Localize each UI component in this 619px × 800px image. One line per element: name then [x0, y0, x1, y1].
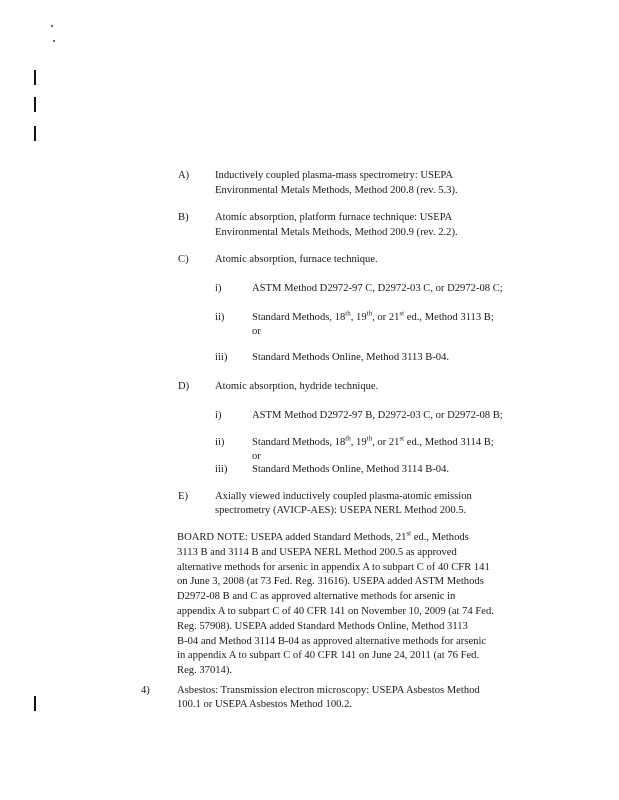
- scan-speck: [53, 40, 55, 42]
- item-d-iii-text: Standard Methods Online, Method 3114 B-04.: [252, 464, 450, 475]
- item-a-line1: Inductively coupled plasma-mass spectrometry: USEPA: [215, 170, 453, 181]
- item-d-iii-label: iii): [215, 464, 228, 475]
- item-d-ii-text: Standard Methods, 18th, 19th, or 21st ed., Method 3114 B;: [252, 434, 494, 448]
- item-b-line1: Atomic absorption, platform furnace technique: USEPA: [215, 212, 453, 223]
- item-e-line1: Axially viewed inductively coupled plasma-atomic emission: [215, 491, 472, 502]
- item-c-iii-label: iii): [215, 352, 228, 363]
- item-d-label: D): [178, 381, 190, 392]
- board-note-line: Reg. 37014).: [177, 665, 233, 677]
- item-a-label: A): [178, 170, 190, 181]
- item-c-i-label: i): [215, 283, 222, 294]
- item-c-i-text: ASTM Method D2972-97 C, D2972-03 C, or D2972-08 C;: [252, 283, 503, 294]
- board-note-line: in appendix A to subpart C of 40 CFR 141 on June 24, 2011 (at 76 Fed.: [177, 650, 480, 662]
- revision-bar: [34, 126, 36, 141]
- item-4-line1: Asbestos: Transmission electron microscopy: USEPA Asbestos Method: [177, 685, 480, 696]
- board-note-line: D2972-08 B and C as approved alternative methods for arsenic in: [177, 591, 456, 603]
- item-a-line2: Environmental Metals Methods, Method 200.8 (rev. 5.3).: [215, 185, 458, 196]
- board-note: [177, 531, 547, 679]
- item-b-line2: Environmental Metals Methods, Method 200.9 (rev. 2.2).: [215, 227, 458, 238]
- item-c-ii-label: ii): [215, 312, 225, 323]
- item-c-ii-text: Standard Methods, 18th, 19th, or 21st ed., Method 3113 B;: [252, 309, 494, 323]
- item-c-line1: Atomic absorption, furnace technique.: [215, 254, 378, 265]
- item-e-line2: spectrometry (AVICP-AES): USEPA NERL Method 200.5.: [215, 505, 467, 516]
- board-note-line: on June 3, 2008 (at 73 Fed. Reg. 31616). USEPA added ASTM Methods: [177, 576, 484, 588]
- board-note-line: Reg. 57908). USEPA added Standard Methods Online, Method 3113: [177, 620, 468, 632]
- scan-speck: [51, 25, 53, 27]
- item-c-iii-text: Standard Methods Online, Method 3113 B-04.: [252, 352, 450, 363]
- item-d-ii-or: or: [252, 451, 261, 462]
- item-4-line2: 100.1 or USEPA Asbestos Method 100.2.: [177, 699, 353, 710]
- item-b-label: B): [178, 212, 189, 223]
- revision-bar: [34, 696, 36, 711]
- board-note-line: BOARD NOTE: USEPA added Standard Methods, 21st ed., Methods: [177, 529, 469, 543]
- board-note-line: alternative methods for arsenic in appendix A to subpart C of 40 CFR 141: [177, 561, 490, 573]
- board-note-line: 3113 B and 3114 B and USEPA NERL Method 200.5 as approved: [177, 546, 457, 558]
- item-d-ii-label: ii): [215, 437, 225, 448]
- item-c-ii-or: or: [252, 326, 261, 337]
- item-4-label: 4): [141, 685, 150, 696]
- revision-bar: [34, 97, 36, 112]
- board-note-line: B-04 and Method 3114 B-04 as approved alternative methods for arsenic: [177, 635, 487, 647]
- board-note-line: appendix A to subpart C of 40 CFR 141 on November 10, 2009 (at 74 Fed.: [177, 605, 494, 617]
- item-d-i-text: ASTM Method D2972-97 B, D2972-03 C, or D2972-08 B;: [252, 410, 503, 421]
- item-e-label: E): [178, 491, 188, 502]
- item-d-line1: Atomic absorption, hydride technique.: [215, 381, 379, 392]
- revision-bar: [34, 70, 36, 85]
- item-d-i-label: i): [215, 410, 222, 421]
- item-c-label: C): [178, 254, 189, 265]
